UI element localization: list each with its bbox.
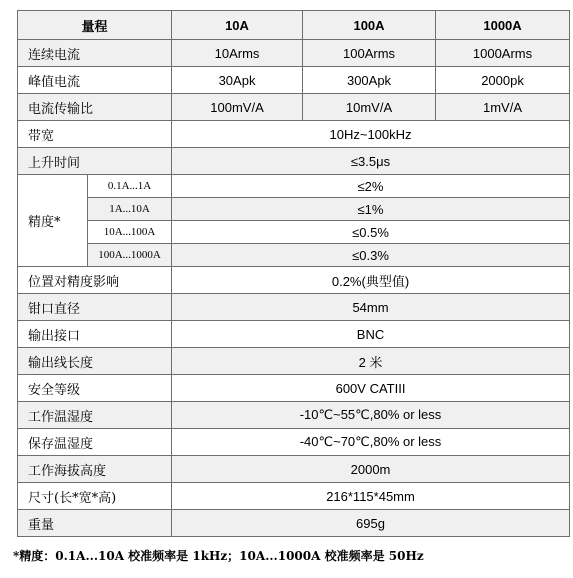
cell-value: 2000pk bbox=[436, 67, 570, 94]
cell-value: 54mm bbox=[172, 294, 570, 321]
cell-value: 10Hz~100kHz bbox=[172, 121, 570, 148]
accuracy-value: ≤2% bbox=[172, 175, 570, 198]
header-1000a: 1000A bbox=[436, 11, 570, 40]
row-accuracy-4 bbox=[18, 244, 570, 267]
row-bandwidth bbox=[18, 121, 570, 148]
cell-value: 2000m bbox=[172, 456, 570, 483]
accuracy-label: 精度* bbox=[18, 175, 88, 267]
row-label: 上升时间 bbox=[18, 148, 172, 175]
header-10a: 10A bbox=[172, 11, 303, 40]
row-continuous-current bbox=[18, 40, 570, 67]
row-label: 连续电流 bbox=[18, 40, 172, 67]
row-label: 位置对精度影响 bbox=[18, 267, 172, 294]
row-accuracy-2 bbox=[18, 198, 570, 221]
accuracy-value: ≤1% bbox=[172, 198, 570, 221]
row-accuracy-1 bbox=[18, 175, 570, 198]
spec-table bbox=[17, 10, 570, 537]
row-altitude bbox=[18, 456, 570, 483]
row-label: 输出线长度 bbox=[18, 348, 172, 375]
cell-value: 100Arms bbox=[303, 40, 436, 67]
row-label: 钳口直径 bbox=[18, 294, 172, 321]
cell-value: 10mV/A bbox=[303, 94, 436, 121]
cell-value: 600V CATIII bbox=[172, 375, 570, 402]
row-label: 工作海拔高度 bbox=[18, 456, 172, 483]
row-label: 重量 bbox=[18, 510, 172, 537]
cell-value: 1000Arms bbox=[436, 40, 570, 67]
cell-value: ≤3.5μs bbox=[172, 148, 570, 175]
row-label: 工作温湿度 bbox=[18, 402, 172, 429]
header-100a: 100A bbox=[303, 11, 436, 40]
row-rise-time bbox=[18, 148, 570, 175]
cell-value: -10℃~55℃,80% or less bbox=[172, 402, 570, 429]
cell-value: 1mV/A bbox=[436, 94, 570, 121]
row-label: 尺寸(长*宽*高) bbox=[18, 483, 172, 510]
row-cable-length bbox=[18, 348, 570, 375]
row-dimensions bbox=[18, 483, 570, 510]
row-storage-temp bbox=[18, 429, 570, 456]
accuracy-value: ≤0.5% bbox=[172, 221, 570, 244]
row-position-effect bbox=[18, 267, 570, 294]
accuracy-value: ≤0.3% bbox=[172, 244, 570, 267]
accuracy-range: 0.1A...1A bbox=[88, 175, 172, 198]
row-operating-temp bbox=[18, 402, 570, 429]
header-row bbox=[18, 11, 570, 40]
row-safety-rating bbox=[18, 375, 570, 402]
cell-value: 10Arms bbox=[172, 40, 303, 67]
header-range-label: 量程 bbox=[18, 11, 172, 40]
row-label: 输出接口 bbox=[18, 321, 172, 348]
cell-value: -40℃~70℃,80% or less bbox=[172, 429, 570, 456]
row-output-connector bbox=[18, 321, 570, 348]
cell-value: 30Apk bbox=[172, 67, 303, 94]
row-label: 安全等级 bbox=[18, 375, 172, 402]
row-weight bbox=[18, 510, 570, 537]
accuracy-range: 100A...1000A bbox=[88, 244, 172, 267]
row-accuracy-3 bbox=[18, 221, 570, 244]
cell-value: BNC bbox=[172, 321, 570, 348]
accuracy-range: 10A...100A bbox=[88, 221, 172, 244]
cell-value: 100mV/A bbox=[172, 94, 303, 121]
row-label: 电流传输比 bbox=[18, 94, 172, 121]
row-jaw-diameter bbox=[18, 294, 570, 321]
cell-value: 2 米 bbox=[172, 348, 570, 375]
row-peak-current bbox=[18, 67, 570, 94]
row-label: 峰值电流 bbox=[18, 67, 172, 94]
row-label: 带宽 bbox=[18, 121, 172, 148]
cell-value: 695g bbox=[172, 510, 570, 537]
cell-value: 0.2%(典型值) bbox=[172, 267, 570, 294]
accuracy-range: 1A...10A bbox=[88, 198, 172, 221]
accuracy-footnote: *精度：0.1A...10A 校准频率是 1kHz；10A...1000A 校准频率是 50Hz bbox=[13, 549, 424, 563]
cell-value: 216*115*45mm bbox=[172, 483, 570, 510]
row-label: 保存温湿度 bbox=[18, 429, 172, 456]
row-transfer-ratio bbox=[18, 94, 570, 121]
cell-value: 300Apk bbox=[303, 67, 436, 94]
